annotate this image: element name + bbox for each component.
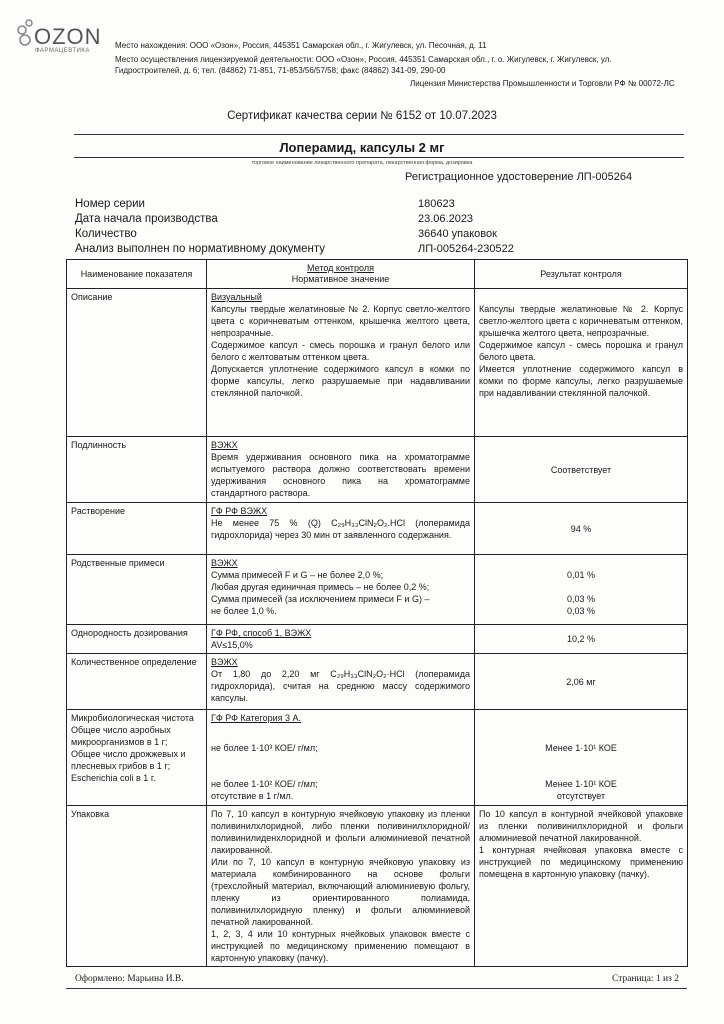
result-text: отсутствует xyxy=(556,791,606,801)
row-norm xyxy=(207,654,475,710)
product-title: Лоперамид, капсулы 2 мг xyxy=(279,140,445,155)
footer-divider xyxy=(66,988,687,989)
row-method: ГФ РФ, способ 1, ВЭЖХ xyxy=(211,628,312,638)
prepared-by: Оформлено: Марьина И.В. xyxy=(75,974,184,984)
result-text: 0,03 % xyxy=(566,606,596,616)
result-text: Капсулы твердые желатиновые № 2. Корпус светло-желтого цвета с коричневатым оттенком, крышечка желтого цвета, непрозрачные. xyxy=(479,304,683,338)
row-norm xyxy=(207,289,475,437)
row-name: Описание xyxy=(67,289,207,437)
header-address-line: Место осуществления лицензируемой деятельности: ООО «Озон», Россия, 445351 Самарская обл., г. о. Жигулевск, г. Жигулевск, ул. xyxy=(115,55,612,64)
meta-label: Анализ выполнен по нормативному документу xyxy=(75,243,325,255)
header-address-line: Место нахождения: ООО «Озон», Россия, 445351 Самарская обл., г. Жигулевск, ул. Песочная, д. 11 xyxy=(115,41,487,50)
table-row xyxy=(67,654,688,710)
row-method: ГФ РФ Категория 3 А. xyxy=(211,713,302,723)
table-row xyxy=(67,625,688,654)
row-result: 94 % xyxy=(475,503,688,555)
row-name: Растворение xyxy=(67,503,207,555)
meta-value: 23.06.2023 xyxy=(418,213,474,225)
result-text: Имеется уплотнение содержимого капсул в комки по форме капсулы, легко разрушаемые при надавливании стеклянной палочкой. xyxy=(479,364,683,398)
norm-text: Не менее 75 % (Q) C₂₉H₃₃ClN₂O₂.HCl (лоперамида гидрохлорида) через 30 мин от заявленного содержания. xyxy=(211,518,470,540)
logo-subtitle: ФАРМАЦЕВТИКА xyxy=(35,48,90,54)
norm-text: не более 1·10² КОЕ/ г/мл; xyxy=(211,779,318,789)
header-name: Наименование показателя xyxy=(67,260,207,289)
row-name: Упаковка xyxy=(67,806,207,967)
row-norm xyxy=(207,437,475,503)
header-norm-label: Нормативное значение xyxy=(291,274,390,284)
meta-value: 180623 xyxy=(418,198,455,210)
logo-text: OZON xyxy=(34,24,102,49)
row-name: Количественное определение xyxy=(67,654,207,710)
certificate-title: Сертификат качества серии № 6152 от 10.07.2023 xyxy=(227,110,497,122)
norm-text: отсутствие в 1 г/мл. xyxy=(211,791,294,801)
row-name-text: Общее число дрожжевых и плесневых грибов в 1 г; xyxy=(71,749,186,771)
product-subtitle: торговое наименование лекарственного препарата, лекарственная форма, дозировка xyxy=(251,160,473,166)
meta-label: Дата начала производства xyxy=(75,213,218,225)
row-result xyxy=(475,710,688,806)
meta-value: ЛП-005264-230522 xyxy=(418,243,514,255)
table-row xyxy=(67,503,688,555)
meta-label: Количество xyxy=(75,228,137,240)
registration-number: Регистрационное удостоверение ЛП-005264 xyxy=(405,171,633,183)
divider xyxy=(74,157,684,158)
result-text: Менее 1·10¹ КОЕ xyxy=(545,779,617,789)
row-result xyxy=(475,289,688,437)
row-result: Соответствует xyxy=(475,437,688,503)
norm-text: Сумма примесей (за исключением примеси F и G) – xyxy=(211,594,430,604)
row-method: ВЭЖХ xyxy=(211,558,238,568)
norm-text: не более 1,0 %. xyxy=(211,606,277,616)
row-norm xyxy=(207,710,475,806)
row-name: Родственные примеси xyxy=(67,555,207,625)
table-header-row xyxy=(67,260,688,289)
row-name-text: Escherichia coli в 1 г. xyxy=(71,773,156,783)
row-name-text: Микробиологическая чистота xyxy=(71,713,194,723)
row-norm xyxy=(207,503,475,555)
meta-value: 36640 упаковок xyxy=(418,228,497,240)
norm-text: Любая другая единичная примесь – не более 0,2 %; xyxy=(211,582,430,592)
norm-text: 1, 2, 3, 4 или 10 контурных ячейковых упаковок вместе с инструкцией по медицинскому применению помещают в картонную упаковку (пачку). xyxy=(211,929,470,963)
norm-text: Или по 7, 10 капсул в контурную ячейковую упаковку из материала комбинированного на основе фольги (трехслойный материал, включающий алюминиевую фольгу, пленку из ориентированного полиамида, поливинилхлоридную пленку) и фольги алюминиевой печатной лакированной. xyxy=(211,857,470,927)
table-row xyxy=(67,806,688,967)
norm-text: AV≤15,0% xyxy=(211,640,253,650)
row-method: Визуальный xyxy=(211,292,262,302)
header-license: Лицензия Министерства Промышленности и Торговли РФ № 00072-ЛС xyxy=(410,79,675,88)
header-method xyxy=(207,260,475,289)
norm-text: не более 1·10³ КОЕ/ г/мл; xyxy=(211,743,318,753)
table-row xyxy=(67,289,688,437)
header-address-line: Гидростроителей, д. 6; тел. (84862) 71-851, 71-853/56/57/58; факс (84862) 341-09, 290-00 xyxy=(115,66,446,75)
row-name: Подлинность xyxy=(67,437,207,503)
result-text: Содержимое капсул - смесь порошка и гранул белого цвета. xyxy=(479,340,683,362)
norm-text: От 1,80 до 2,20 мг C₂₉H₃₃ClN₂O₂·HCl (лоперамида гидрохлорида), считая на среднюю массу содержимого капсулы. xyxy=(211,669,470,703)
page-number: Страница: 1 из 2 xyxy=(612,974,680,984)
result-text: По 10 капсул в контурной ячейковой упаковке из пленки поливинилхлоридной и фольги алюминиевой печатной лакированной. xyxy=(479,809,683,843)
result-text: Менее 1·10¹ КОЕ xyxy=(545,743,617,753)
table-row xyxy=(67,555,688,625)
row-name-text: Общее число аэробных микроорганизмов в 1 г; xyxy=(71,725,171,747)
row-result: 2,06 мг xyxy=(475,654,688,710)
row-method: ВЭЖХ xyxy=(211,657,238,667)
result-text: 0,01 % xyxy=(566,570,596,580)
result-text: 10,2 % xyxy=(566,634,596,644)
table-row xyxy=(67,710,688,806)
meta-label: Номер серии xyxy=(75,198,145,210)
row-norm xyxy=(207,625,475,654)
norm-text: Капсулы твердые желатиновые № 2. Корпус светло-желтого цвета с коричневатым оттенком, крышечка желтого цвета, непрозрачные. xyxy=(211,304,470,338)
row-name xyxy=(67,710,207,806)
norm-text: По 7, 10 капсул в контурную ячейковую упаковку из пленки поливинилхлоридной, либо пленки поливинилхлоридной/поливинилиденхлоридной и фольги алюминиевой печатной лакированной. xyxy=(211,809,470,855)
row-method: ГФ РФ ВЭЖХ xyxy=(211,506,268,516)
result-text: 0,03 % xyxy=(566,594,596,604)
quality-table xyxy=(66,259,688,967)
result-text: 1 контурная ячейковая упаковка вместе с инструкцией по медицинскому применению помещена в картонную упаковку (пачку). xyxy=(479,845,683,879)
row-result xyxy=(475,625,688,654)
norm-text: Содержимое капсул - смесь порошка и гранул белого или белого с желтоватым оттенком цвета. xyxy=(211,340,470,362)
header-method-label: Метод контроля xyxy=(307,263,374,273)
row-result xyxy=(475,555,688,625)
row-name: Однородность дозирования xyxy=(67,625,207,654)
row-result xyxy=(475,806,688,967)
header-result: Результат контроля xyxy=(475,260,688,289)
row-norm xyxy=(207,555,475,625)
row-norm xyxy=(207,806,475,967)
table-row xyxy=(67,437,688,503)
divider xyxy=(74,134,684,135)
row-method: ВЭЖХ xyxy=(211,440,238,450)
norm-text: Допускается уплотнение содержимого капсул в комки по форме капсулы, легко разрушаемые при надавливании стеклянной палочкой. xyxy=(211,364,470,398)
norm-text: Сумма примесей F и G – не более 2,0 %; xyxy=(211,570,384,580)
norm-text: Время удерживания основного пика на хроматограмме испытуемого раствора должно соответствовать времени удерживания основного пика на хроматограмме стандартного раствора. xyxy=(211,452,470,498)
